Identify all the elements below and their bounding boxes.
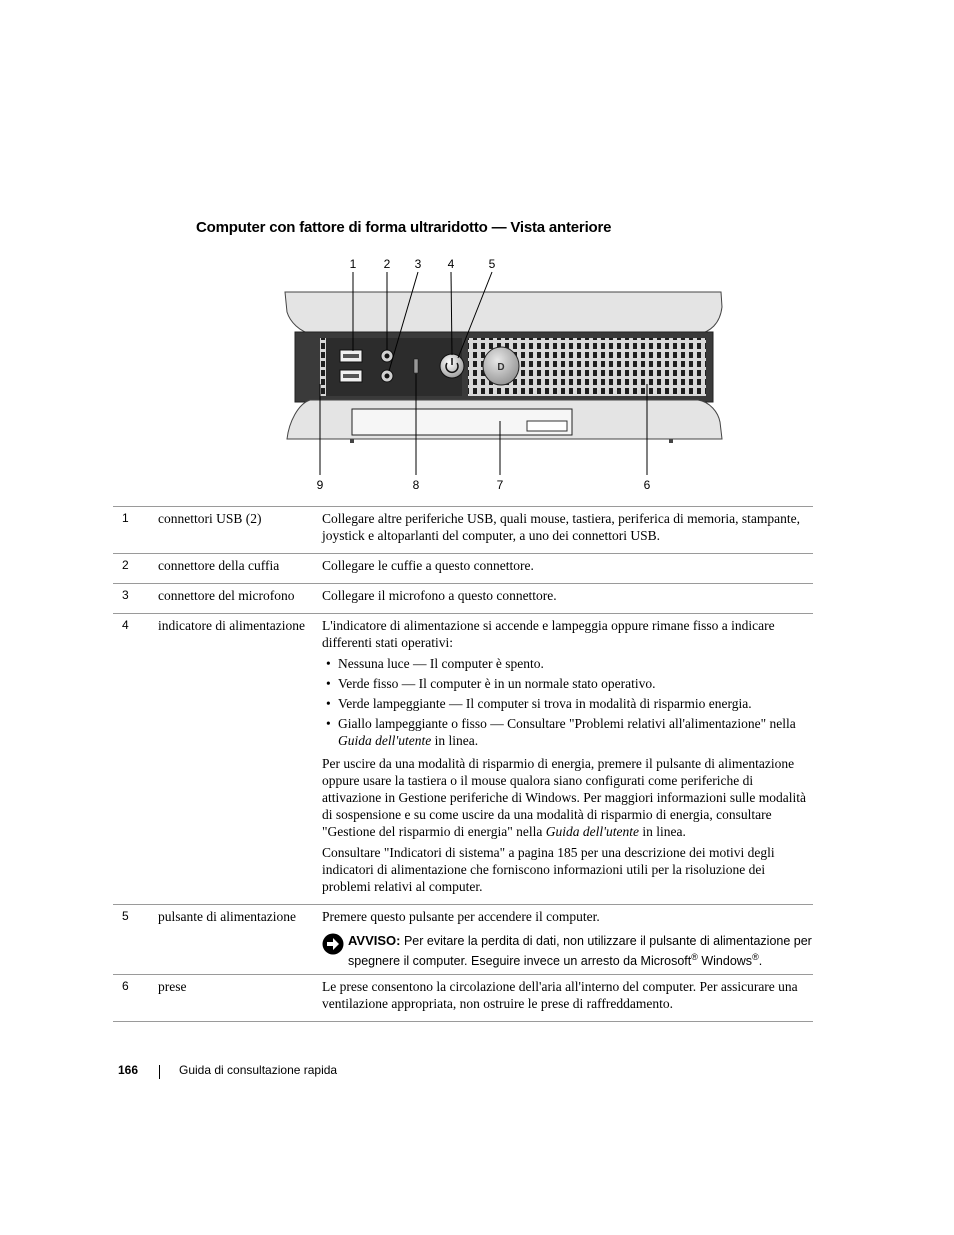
bullet-text-end: in linea. — [431, 733, 479, 748]
callout-7: 7 — [496, 478, 504, 492]
components-table — [113, 506, 813, 1022]
list-item: • Verde fisso — Il computer è in un normale stato operativo. — [322, 675, 813, 692]
notice-box — [322, 933, 813, 969]
notice-end: . — [758, 954, 763, 969]
notice-body: Per evitare la perdita di dati, non utilizzare il pulsante di alimentazione per spegnere il computer. Eseguire invece un arresto da Microsoft — [348, 934, 812, 969]
section-title: Computer con fattore di forma ultraridotto — Vista anteriore — [196, 219, 612, 236]
row-description-text: Le prese consentono la circolazione dell'aria all'interno del computer. Per assicurare una ventilazione appropriata, non ostruire le prese di raffreddamento. — [322, 979, 798, 1012]
table-row — [113, 614, 813, 905]
row-number: 2 — [113, 554, 158, 584]
callout-1: 1 — [349, 257, 357, 271]
row-number: 1 — [113, 507, 158, 554]
table-row — [113, 905, 813, 975]
notice-text — [348, 933, 813, 969]
row-description — [322, 975, 813, 1022]
footer-title: Guida di consultazione rapida — [179, 1063, 338, 1077]
power-light-states — [322, 655, 813, 749]
callout-5: 5 — [488, 257, 496, 271]
power-saving-paragraph — [322, 755, 813, 840]
row-item: connettori USB (2) — [158, 507, 322, 554]
row-number: 3 — [113, 584, 158, 614]
computer-drawing — [280, 252, 730, 497]
power-light-intro: L'indicatore di alimentazione si accende e lampeggia oppure rimane fisso a indicare differenti stati operativi: — [322, 618, 775, 650]
paragraph-text: Per uscire da una modalità di risparmio di energia, premere il pulsante di alimentazione oppure usare la tastiera o il mouse qualora siano configurati come periferiche di attivazione in Gestione periferiche di Windows. Per maggiori informazioni sulle modalità di sospensione e su come uscire da una modalità di risparmio di energia, consultare "Gestione del risparmio di energia" nella — [322, 756, 806, 839]
row-number: 5 — [113, 905, 158, 975]
page-footer — [118, 1063, 338, 1077]
row-description — [322, 905, 813, 975]
callout-2: 2 — [383, 257, 391, 271]
list-item — [322, 715, 813, 749]
row-description — [322, 614, 813, 905]
page-number: 166 — [118, 1063, 139, 1077]
row-number: 6 — [113, 975, 158, 1022]
bullet-text: Giallo lampeggiante o fisso — Consultare "Problemi relativi all'alimentazione" nella — [338, 716, 796, 731]
notice-arrow-icon — [322, 933, 348, 969]
table-row — [113, 554, 813, 584]
row-item: pulsante di alimentazione — [158, 905, 322, 975]
indicators-paragraph: Consultare "Indicatori di sistema" a pagina 185 per una descrizione dei motivi degli indicatori di alimentazione che forniscono informazioni utili per la risoluzione dei problemi relativi al computer. — [322, 845, 775, 894]
row-description-text: Collegare il microfono a questo connettore. — [322, 588, 557, 603]
callout-6: 6 — [643, 478, 651, 492]
table-row — [113, 507, 813, 554]
list-item: • Nessuna luce — Il computer è spento. — [322, 655, 813, 672]
list-item: • Verde lampeggiante — Il computer si trova in modalità di risparmio energia. — [322, 695, 813, 712]
footer-divider — [159, 1065, 160, 1079]
registered-mark: ® — [752, 952, 759, 962]
row-description-text: Collegare le cuffie a questo connettore. — [322, 558, 534, 573]
row-item: connettore della cuffia — [158, 554, 322, 584]
row-number: 4 — [113, 614, 158, 905]
table-row — [113, 975, 813, 1022]
guide-reference: Guida dell'utente — [338, 733, 432, 748]
row-description — [322, 584, 813, 614]
registered-mark: ® — [691, 952, 698, 962]
row-description-text: Collegare altre periferiche USB, quali mouse, tastiera, periferica di memoria, stampante, joystick e altoparlanti del computer, a uno dei connettori USB. — [322, 511, 800, 543]
row-item: prese — [158, 975, 322, 1022]
row-item: connettore del microfono — [158, 584, 322, 614]
table-row — [113, 584, 813, 614]
row-item: indicatore di alimentazione — [158, 614, 322, 905]
callout-4: 4 — [447, 257, 455, 271]
computer-front-figure — [280, 252, 730, 497]
notice-windows: Windows — [697, 954, 753, 969]
svg-text:D: D — [497, 362, 505, 373]
row-description — [322, 507, 813, 554]
row-description — [322, 554, 813, 584]
callout-3: 3 — [414, 257, 422, 271]
guide-reference: Guida dell'utente — [545, 824, 639, 839]
notice-label: AVVISO: — [348, 933, 401, 948]
row-description-text: Premere questo pulsante per accendere il computer. — [322, 909, 600, 924]
callout-9: 9 — [316, 478, 324, 492]
paragraph-text-end: in linea. — [638, 824, 686, 839]
callout-8: 8 — [412, 478, 420, 492]
